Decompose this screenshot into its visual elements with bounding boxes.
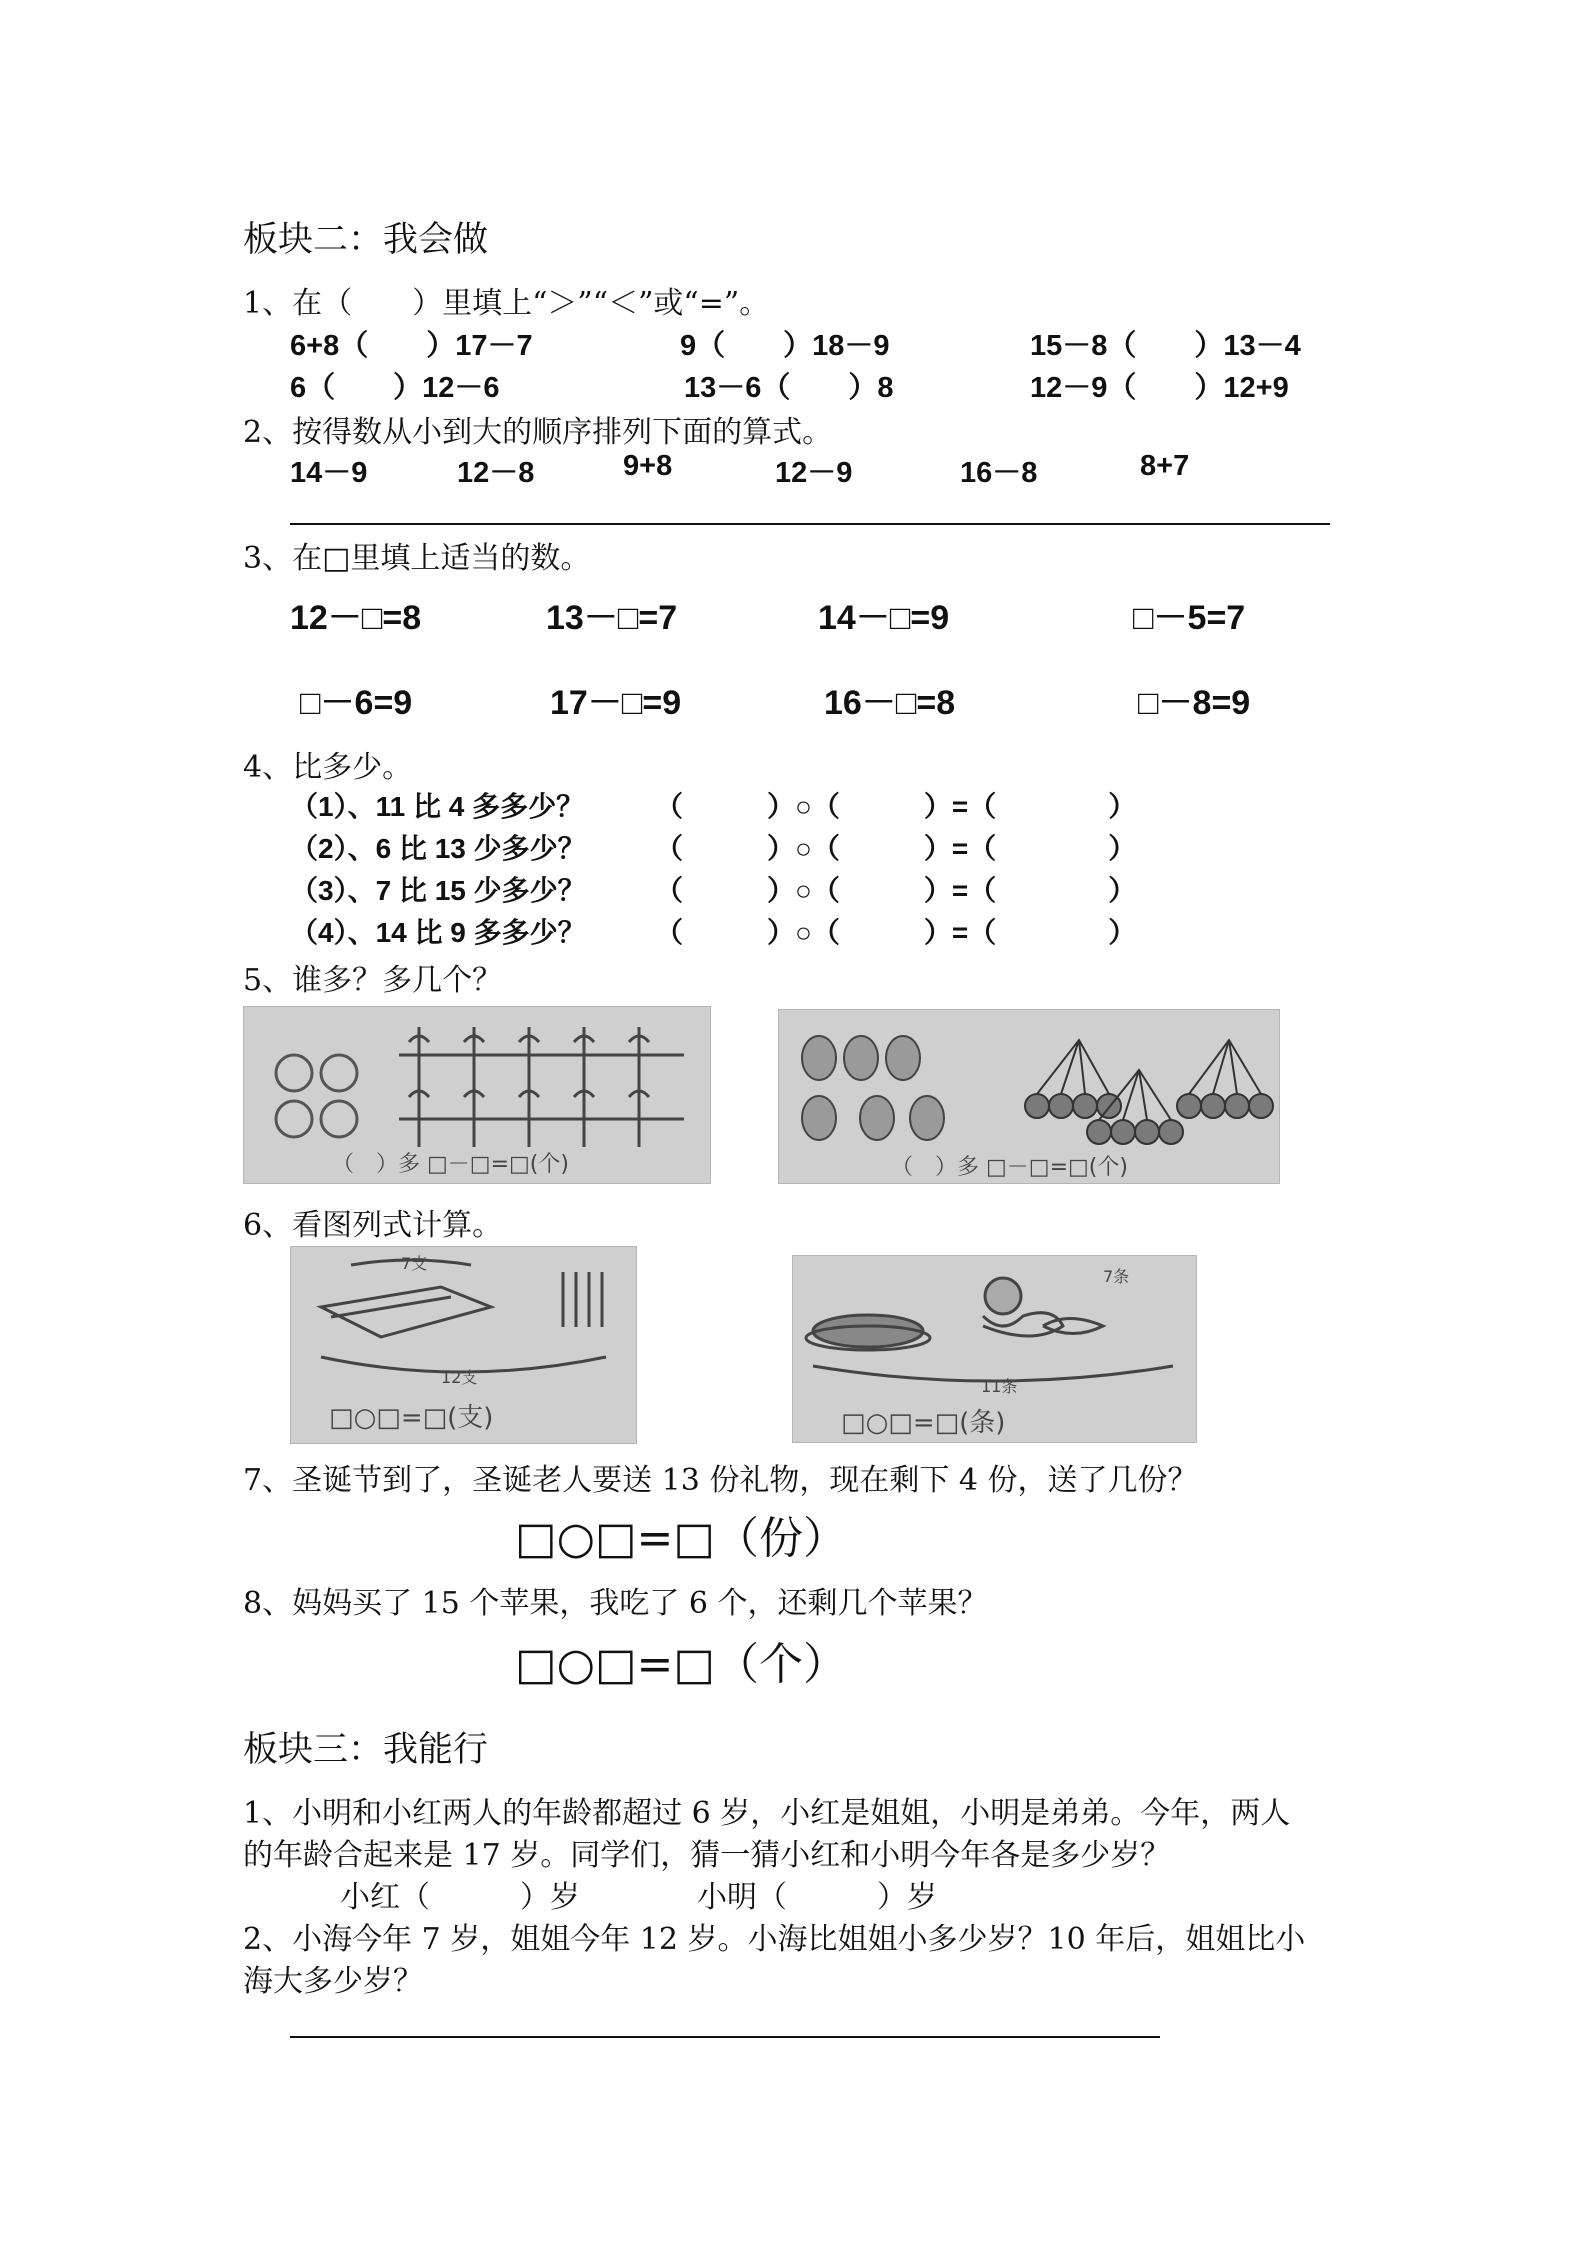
- q4-label: （3）、7 比 15 少多少？: [290, 875, 586, 906]
- q5-pic1-caption: （ ）多 □－□=□(个): [332, 1152, 569, 1177]
- q6-picture-fish: [792, 1255, 1197, 1443]
- q6-picture-pencils: [290, 1246, 637, 1444]
- q3-item: 12－□=8: [290, 599, 422, 637]
- q6-pic2-caption: □○□=□(条): [841, 1408, 1006, 1438]
- q8-answer[interactable]: □○□=□（个）: [515, 1639, 847, 1690]
- q1-item: 15－8（ ）13－4: [1030, 330, 1301, 362]
- q2-item: 12－8: [457, 457, 535, 489]
- q6-pic2-total-label: 11条: [981, 1377, 1018, 1396]
- q2-item: 14－9: [290, 457, 368, 489]
- q4-expr: （ ）○（ ）=（ ）: [655, 875, 1137, 906]
- q6-pic1-total-label: 12支: [441, 1368, 478, 1387]
- q7-answer[interactable]: □○□=□（份）: [515, 1513, 847, 1564]
- s3-q1-line2: 的年龄合起来是 17 岁。同学们，猜一猜小红和小明今年各是多少岁？: [243, 1838, 1171, 1873]
- q3-prompt: 3、在□里填上适当的数。: [243, 541, 591, 576]
- q5-picture-bugs: [243, 1006, 711, 1184]
- q4-expr: （ ）○（ ）=（ ）: [655, 833, 1137, 864]
- s3-q2-line1: 2、小海今年 7 岁，姐姐今年 12 岁。小海比姐姐小多少岁？10 年后，姐姐比小: [243, 1922, 1306, 1957]
- section2-title: 板块二：我会做: [243, 220, 489, 260]
- q5-pic2-caption: （ ）多 □－□=□(个): [891, 1155, 1128, 1180]
- q6-pic1-top-label: 7支: [401, 1254, 428, 1273]
- s3-q1-line1: 1、小明和小红两人的年龄都超过 6 岁，小红是姐姐，小明是弟弟。今年，两人: [243, 1796, 1291, 1831]
- q8-prompt: 8、妈妈买了 15 个苹果，我吃了 6 个，还剩几个苹果？: [243, 1586, 988, 1621]
- q1-item: 12－9（ ）12+9: [1030, 372, 1289, 404]
- q1-prompt: 1、在（ ）里填上“＞”“＜”或“=”。: [243, 286, 770, 321]
- q3-item: 17－□=9: [550, 684, 682, 722]
- q4-label: （2）、6 比 13 少多少？: [290, 833, 586, 864]
- q1-item: 6（ ）12－6: [290, 372, 500, 404]
- q6-pic2-top-label: 7条: [1103, 1267, 1130, 1286]
- q1-item: 6+8（ ）17－7: [290, 330, 533, 362]
- q4-expr: （ ）○（ ）=（ ）: [655, 791, 1137, 822]
- q2-item: 12－9: [775, 457, 853, 489]
- q1-item: 13－6（ ）8: [684, 372, 894, 404]
- q3-item: □－8=9: [1138, 684, 1251, 722]
- q3-item: □－6=9: [300, 684, 413, 722]
- q3-item: 14－□=9: [818, 599, 950, 637]
- q2-item: 8+7: [1140, 450, 1190, 482]
- q5-prompt: 5、谁多？多几个？: [243, 963, 503, 998]
- q3-item: 16－□=8: [824, 684, 956, 722]
- q6-pic1-caption: □○□=□(支): [329, 1403, 494, 1433]
- s3-q2-line2: 海大多少岁？: [243, 1964, 423, 1999]
- s3-q1-answer-xiaoming[interactable]: 小明（ ）岁: [697, 1880, 937, 1915]
- q3-item: □－5=7: [1133, 599, 1246, 637]
- q3-item: 13－□=7: [546, 599, 678, 637]
- q4-label: （1）、11 比 4 多多少？: [290, 791, 585, 822]
- q6-prompt: 6、看图列式计算。: [243, 1208, 503, 1243]
- q2-answer-line[interactable]: [290, 523, 1330, 525]
- q2-prompt: 2、按得数从小到大的顺序排列下面的算式。: [243, 415, 833, 450]
- s3-q2-answer-line[interactable]: [290, 2036, 1160, 2038]
- q4-label: （4）、14 比 9 多多少？: [290, 917, 586, 948]
- q7-prompt: 7、圣诞节到了，圣诞老人要送 13 份礼物，现在剩下 4 份，送了几份？: [243, 1463, 1198, 1498]
- q2-item: 9+8: [623, 450, 673, 482]
- section3-title: 板块三：我能行: [243, 1730, 489, 1770]
- q4-prompt: 4、比多少。: [243, 750, 413, 785]
- q2-item: 16－8: [960, 457, 1038, 489]
- q1-item: 9（ ）18－9: [680, 330, 890, 362]
- q5-picture-pineapples: [778, 1009, 1280, 1184]
- q4-expr: （ ）○（ ）=（ ）: [655, 917, 1137, 948]
- s3-q1-answer-xiaohong[interactable]: 小红（ ）岁: [340, 1880, 580, 1915]
